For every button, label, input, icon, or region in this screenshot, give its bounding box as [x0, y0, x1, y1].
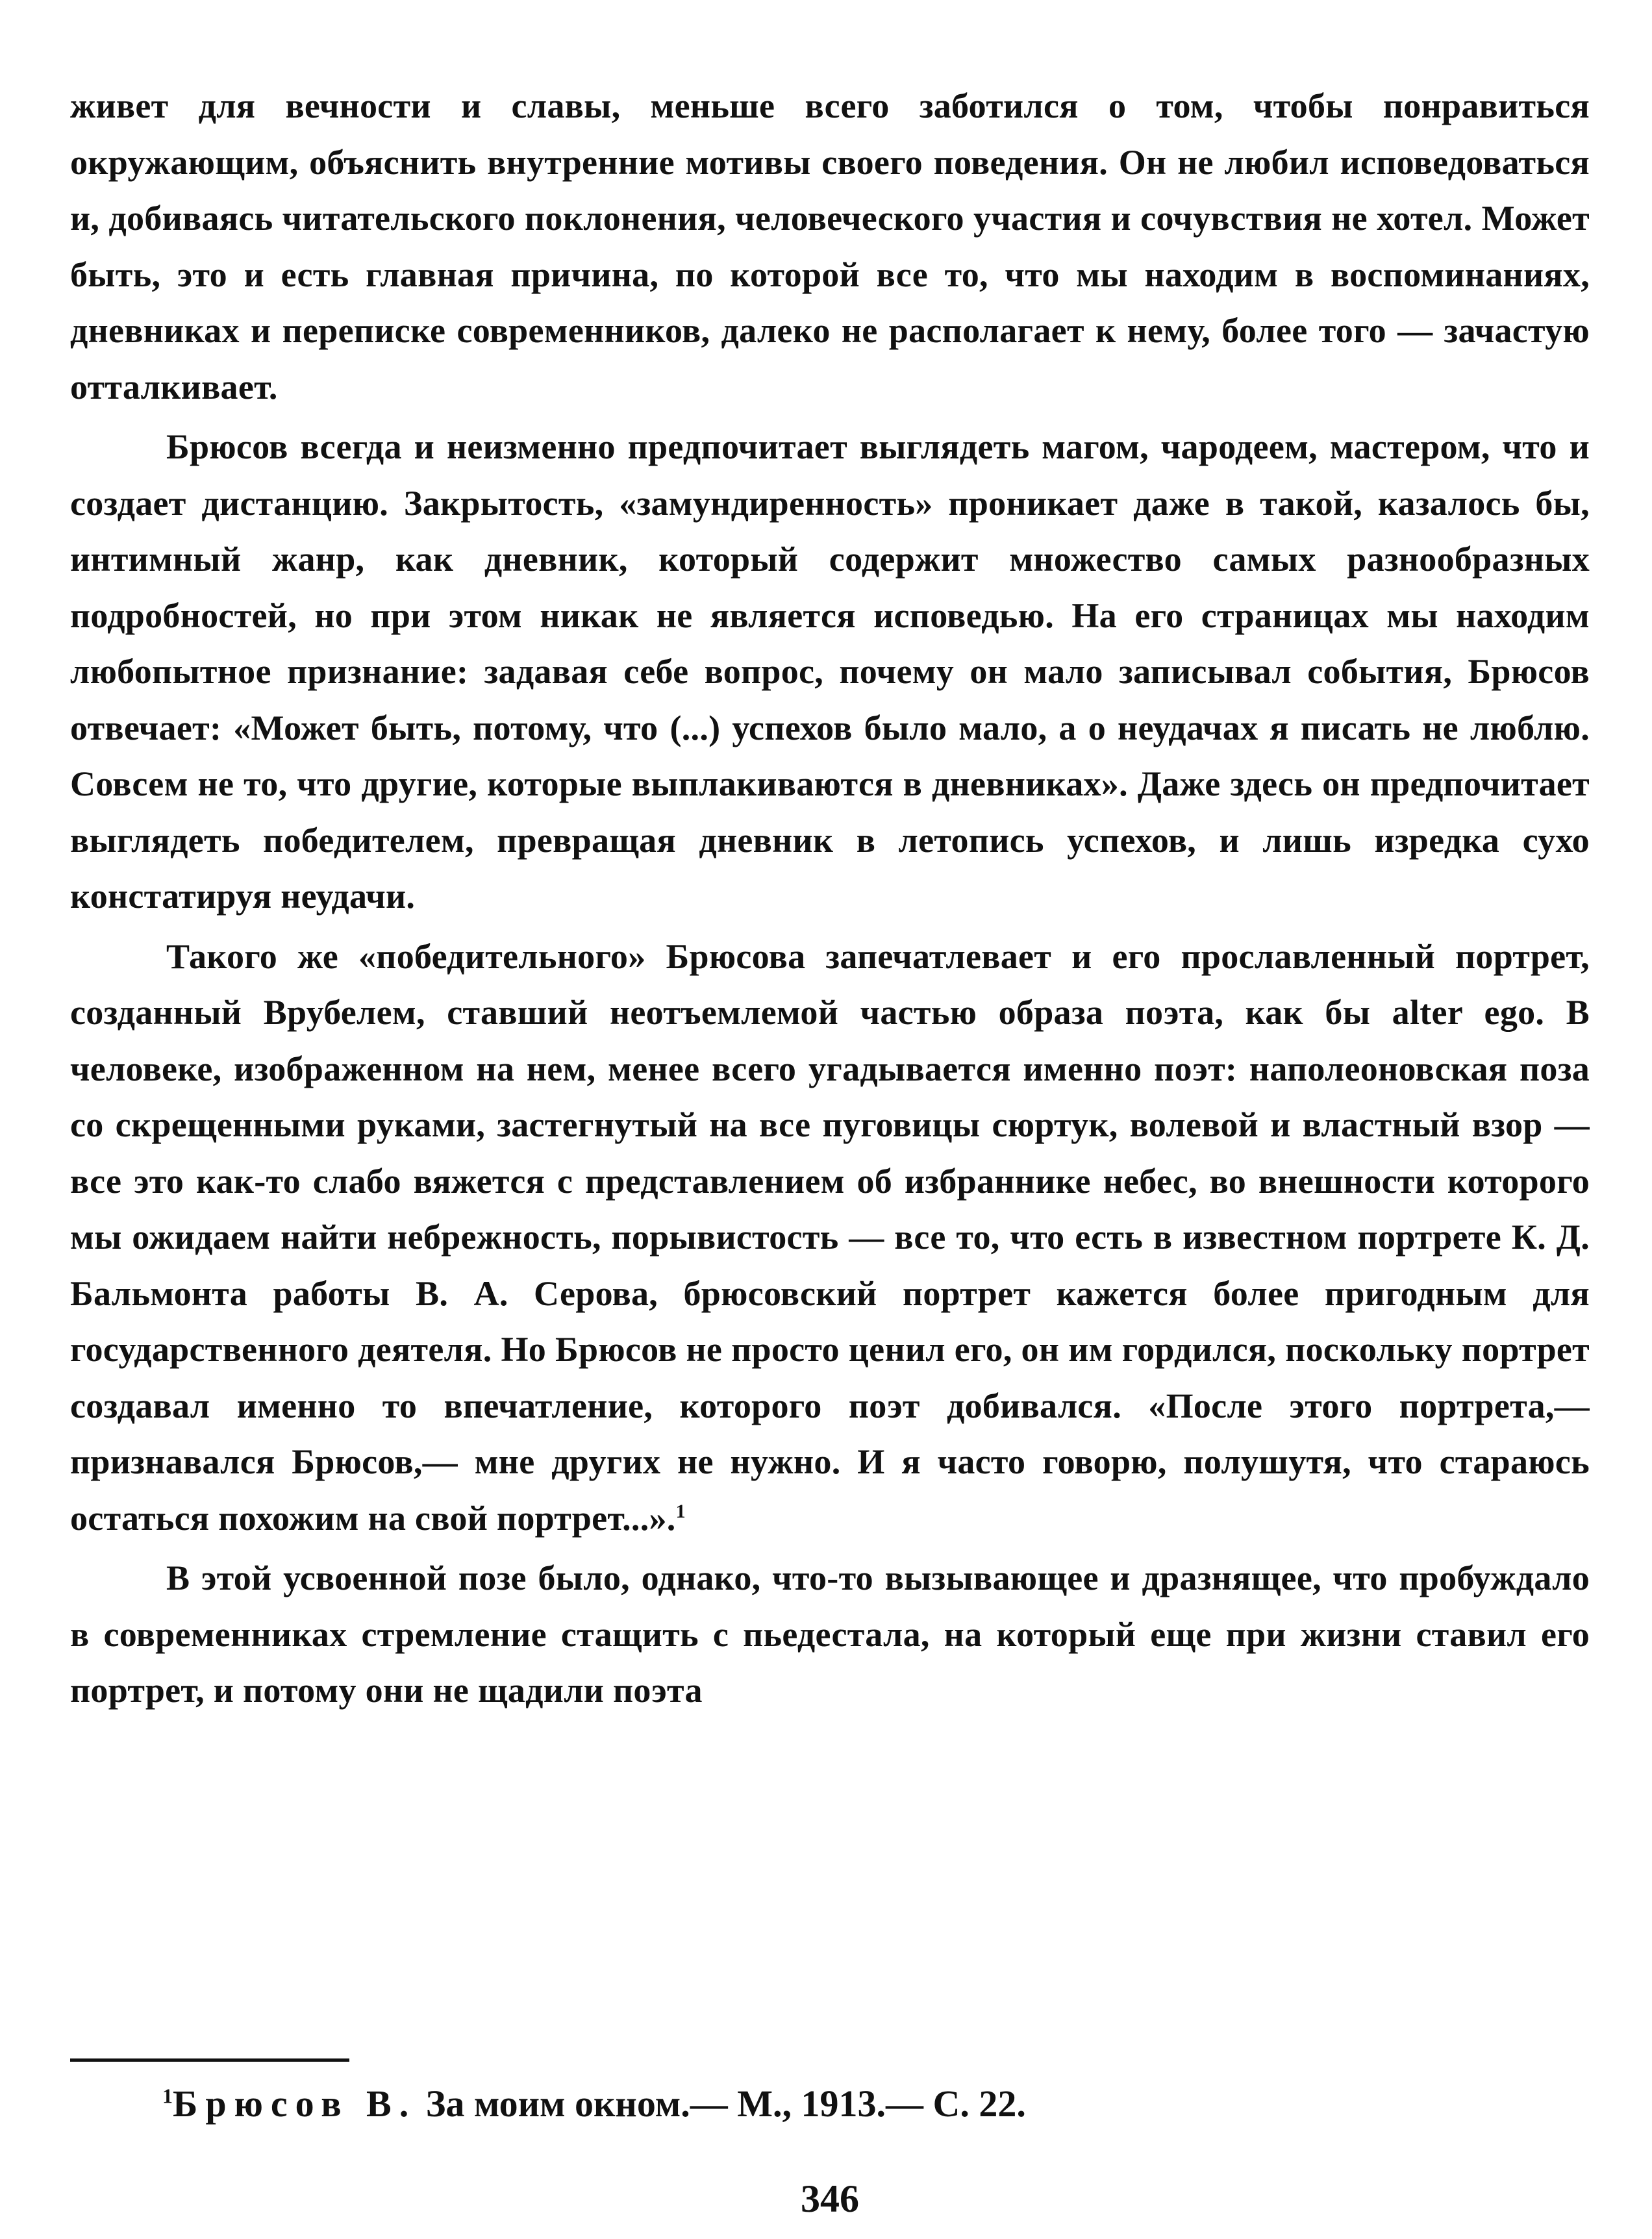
paragraph-3-text: Такого же «победительного» Брюсова запечатлевает и его прославленный портрет, созданный Врубелем, ставший неотъемлемой частью образа поэта, как бы alter ego. В человеке, изображенном на нем, менее всего угадывается именно поэт: наполеоновская поза со скрещенными руками, застегнутый на все пуговицы сюртук, волевой и властный взор — все это как-то слабо вяжется с представлением об избраннике небес, во внешности которого мы ожидаем найти небрежность, порывистость — все то, что есть в известном портрете К. Д. Бальмонта работы В. А. Серова, брюсовский портрет кажется более пригодным для государственного деятеля. Но Брюсов не просто ценил его, он им гордился, поскольку портрет создавал именно то впечатление, которого поэт добивался. «После этого портрета,— признавался Брюсов,— мне других не нужно. И я часто говорю, полушутя, что стараюсь остаться похожим на свой портрет...».	[70, 936, 1590, 1538]
footnote-mark: 1	[162, 2084, 173, 2108]
paragraph-2: Брюсов всегда и неизменно предпочитает выглядеть магом, чародеем, мастером, что и создает дистанцию. Закрытость, «замундиренность» проникает даже в такой, казалось бы, интимный жанр, как дневник, который содержит множество самых разнообразных подробностей, но при этом никак не является исповедью. На его страницах мы находим любопытное признание: задавая себе вопрос, почему он мало записывал события, Брюсов отвечает: «Может быть, потому, что (...) успехов было мало, а о неудачах я писать не люблю. Совсем не то, что другие, которые выплакиваются в дневниках». Даже здесь он предпочитает выглядеть победителем, превращая дневник в летопись успехов, и лишь изредка сухо констатируя неудачи.	[70, 427, 1590, 916]
footnote-reference[interactable]: 1	[675, 1500, 686, 1522]
footnote-author: Брюсов В.	[173, 2083, 417, 2125]
paragraph-3	[70, 929, 1590, 1547]
footnote-text: За моим окном.— М., 1913.— С. 22.	[425, 2083, 1026, 2125]
page-number: 346	[801, 2177, 859, 2220]
paragraph-4: В этой усвоенной позе было, однако, что-то вызывающее и дразнящее, что пробуждало в современниках стремление стащить с пьедестала, на который еще при жизни ставил его портрет, и потому они не щадили поэта	[70, 1558, 1590, 1710]
footnote-divider	[70, 2058, 349, 2062]
paragraph-1: живет для вечности и славы, меньше всего заботился о том, чтобы понравиться окружающим, объяснить внутренние мотивы своего поведения. Он не любил исповедоваться и, добиваясь читательского поклонения, человеческого участия и сочувствия не хотел. Может быть, это и есть главная причина, по которой все то, что мы находим в воспоминаниях, дневниках и переписке современников, далеко не располагает к нему, более того — зачастую отталкивает.	[70, 86, 1590, 407]
main-text	[70, 78, 1590, 1719]
book-page	[70, 78, 1590, 2221]
footnote	[162, 2078, 1526, 2130]
